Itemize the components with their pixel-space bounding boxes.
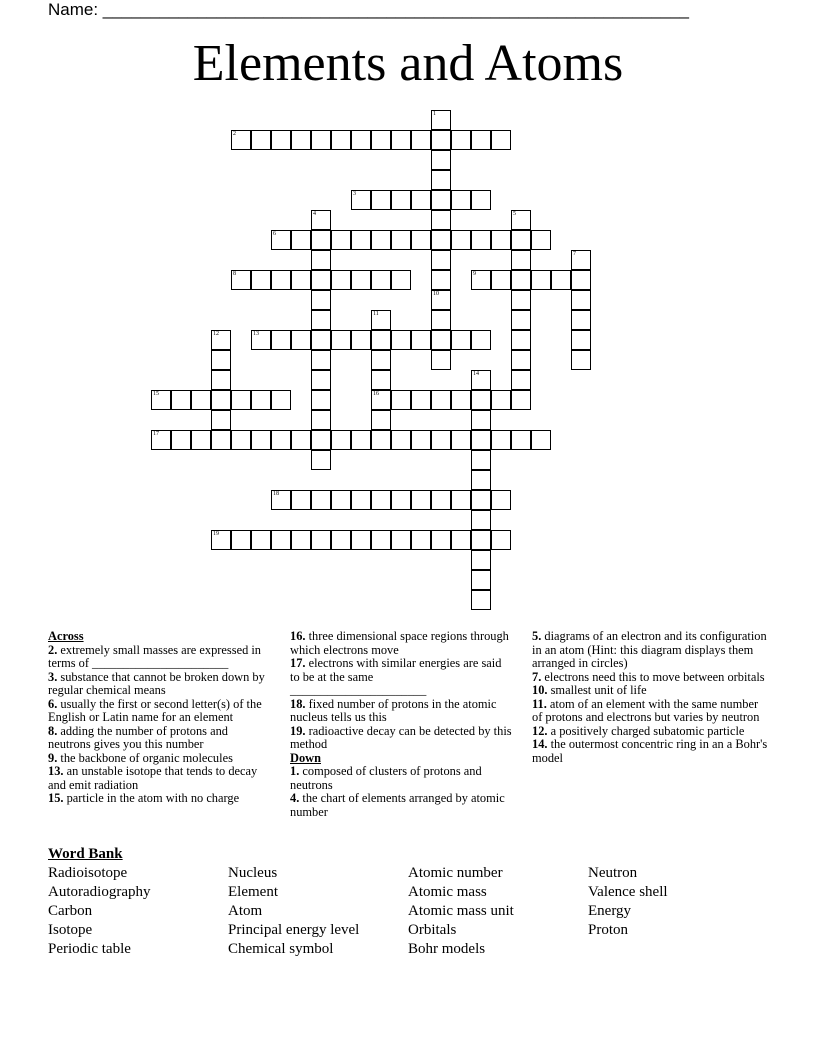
clue-number: 10: [433, 291, 439, 297]
crossword-cell[interactable]: [471, 330, 491, 350]
crossword-cell[interactable]: [311, 230, 331, 250]
crossword-cell[interactable]: [571, 350, 591, 370]
crossword-cell[interactable]: [371, 270, 391, 290]
crossword-cell[interactable]: [311, 430, 331, 450]
crossword-cell[interactable]: [431, 230, 451, 250]
clue-across-2: 2. extremely small masses are expressed in terms of ______________________: [48, 642, 261, 670]
crossword-cell[interactable]: [431, 170, 451, 190]
crossword-cell[interactable]: [191, 390, 211, 410]
crossword-cell[interactable]: [171, 430, 191, 450]
crossword-cell[interactable]: [211, 390, 231, 410]
crossword-cell[interactable]: [511, 210, 531, 230]
crossword-cell[interactable]: [331, 270, 351, 290]
crossword-cell[interactable]: [391, 270, 411, 290]
crossword-cell[interactable]: [451, 190, 471, 210]
crossword-cell[interactable]: [471, 550, 491, 570]
crossword-cell[interactable]: [291, 270, 311, 290]
crossword-cell[interactable]: [491, 390, 511, 410]
crossword-cell[interactable]: [351, 430, 371, 450]
clue-down-14: 14. the outermost concentric ring in an a Bohr's model: [532, 737, 768, 765]
crossword-cell[interactable]: [391, 230, 411, 250]
crossword-cell[interactable]: [471, 270, 491, 290]
clue-down-10: 10. smallest unit of life: [532, 683, 647, 697]
crossword-cell[interactable]: [511, 370, 531, 390]
word-bank-column-1: [48, 864, 150, 959]
word-bank-item: Atomic mass unit: [408, 903, 514, 919]
crossword-cell[interactable]: [571, 310, 591, 330]
crossword-cell[interactable]: [451, 130, 471, 150]
crossword-cell[interactable]: [331, 330, 351, 350]
clue-number: 14: [473, 371, 479, 377]
word-bank-item: Periodic table: [48, 941, 131, 957]
crossword-cell[interactable]: [311, 250, 331, 270]
word-bank-item: Bohr models: [408, 941, 486, 957]
crossword-cell[interactable]: [451, 430, 471, 450]
clue-number: 3: [353, 191, 356, 197]
crossword-cell[interactable]: [371, 430, 391, 450]
clue-across-15: 15. particle in the atom with no charge: [48, 791, 240, 805]
word-bank-item: Nucleus: [228, 865, 278, 881]
crossword-cell[interactable]: [511, 270, 531, 290]
word-bank-column-3: [408, 864, 514, 959]
crossword-cell[interactable]: [371, 370, 391, 390]
crossword-cell[interactable]: [451, 230, 471, 250]
crossword-cell[interactable]: [411, 530, 431, 550]
crossword-cell[interactable]: [511, 310, 531, 330]
crossword-cell[interactable]: [151, 390, 171, 410]
clues-column-3: [532, 630, 768, 765]
crossword-cell[interactable]: [311, 490, 331, 510]
clue-across-17: 17. electrons with similar energies are said to be at the same ______________________: [290, 656, 502, 697]
crossword-cell[interactable]: [331, 490, 351, 510]
crossword-cell[interactable]: [471, 410, 491, 430]
crossword-cell[interactable]: [571, 290, 591, 310]
crossword-cell[interactable]: [471, 570, 491, 590]
crossword-cell[interactable]: [431, 490, 451, 510]
crossword-cell[interactable]: [491, 270, 511, 290]
crossword-cell[interactable]: [431, 390, 451, 410]
crossword-cell[interactable]: [371, 190, 391, 210]
crossword-cell[interactable]: [371, 490, 391, 510]
crossword-cell[interactable]: [311, 330, 331, 350]
crossword-cell[interactable]: [371, 130, 391, 150]
clue-across-19: 19. radioactive decay can be detected by this method: [290, 723, 512, 751]
word-bank-item: Atom: [228, 903, 263, 919]
crossword-cell[interactable]: [491, 430, 511, 450]
clue-number: 8: [233, 271, 236, 277]
crossword-cell[interactable]: [371, 390, 391, 410]
crossword-cell[interactable]: [471, 590, 491, 610]
crossword-cell[interactable]: [331, 130, 351, 150]
crossword-cell[interactable]: [431, 130, 451, 150]
crossword-cell[interactable]: [431, 430, 451, 450]
crossword-cell[interactable]: [271, 330, 291, 350]
crossword-cell[interactable]: [571, 270, 591, 290]
crossword-cell[interactable]: [351, 230, 371, 250]
crossword-cell[interactable]: [271, 530, 291, 550]
crossword-cell[interactable]: [331, 230, 351, 250]
clues-column-1: [48, 630, 273, 806]
crossword-cell[interactable]: [431, 250, 451, 270]
crossword-cell[interactable]: [431, 110, 451, 130]
crossword-cell[interactable]: [471, 370, 491, 390]
crossword-cell[interactable]: [351, 490, 371, 510]
crossword-cell[interactable]: [231, 530, 251, 550]
crossword-cell[interactable]: [471, 490, 491, 510]
clue-number: 5: [513, 211, 516, 217]
crossword-cell[interactable]: [231, 430, 251, 450]
crossword-cell[interactable]: [511, 290, 531, 310]
clue-across-13: 13. an unstable isotope that tends to decay and emit radiation: [48, 764, 258, 792]
word-bank-item: Atomic mass: [408, 884, 487, 900]
crossword-cell[interactable]: [371, 350, 391, 370]
crossword-cell[interactable]: [291, 530, 311, 550]
crossword-cell[interactable]: [531, 230, 551, 250]
crossword-cell[interactable]: [491, 130, 511, 150]
crossword-cell[interactable]: [311, 210, 331, 230]
word-bank-item: Proton: [588, 922, 629, 938]
crossword-cell[interactable]: [311, 390, 331, 410]
crossword-cell[interactable]: [391, 490, 411, 510]
crossword-cell[interactable]: [431, 190, 451, 210]
crossword-cell[interactable]: [151, 430, 171, 450]
clue-across-9: 9. the backbone of organic molecules: [48, 750, 233, 765]
crossword-cell[interactable]: [411, 130, 431, 150]
crossword-cell[interactable]: [191, 430, 211, 450]
crossword-cell[interactable]: [171, 390, 191, 410]
crossword-cell[interactable]: [231, 130, 251, 150]
crossword-cell[interactable]: [271, 230, 291, 250]
crossword-cell[interactable]: [471, 470, 491, 490]
crossword-cell[interactable]: [211, 410, 231, 430]
clue-number: 1: [433, 111, 436, 117]
clue-number: 19: [213, 531, 219, 537]
crossword-cell[interactable]: [471, 390, 491, 410]
clue-down-1: 1. composed of clusters of protons and neutrons: [290, 764, 482, 792]
crossword-cell[interactable]: [451, 390, 471, 410]
crossword-cell[interactable]: [311, 370, 331, 390]
crossword-cell[interactable]: [271, 130, 291, 150]
crossword-cell[interactable]: [271, 390, 291, 410]
crossword-cell[interactable]: [471, 230, 491, 250]
crossword-cell[interactable]: [511, 350, 531, 370]
crossword-cell[interactable]: [291, 430, 311, 450]
crossword-cell[interactable]: [211, 530, 231, 550]
crossword-cell[interactable]: [431, 150, 451, 170]
word-bank-item: Atomic number: [408, 865, 503, 881]
crossword-cell[interactable]: [411, 390, 431, 410]
clue-across-18: 18. fixed number of protons in the atomic nucleus tells us this: [290, 696, 497, 724]
clue-down-12: 12. a positively charged subatomic particle: [532, 723, 745, 738]
word-bank-item: Orbitals: [408, 922, 457, 938]
crossword-cell[interactable]: [471, 130, 491, 150]
crossword-cell[interactable]: [491, 230, 511, 250]
crossword-cell[interactable]: [411, 230, 431, 250]
clue-number: 13: [253, 331, 259, 337]
crossword-cell[interactable]: [351, 530, 371, 550]
crossword-cell[interactable]: [531, 430, 551, 450]
word-bank-item: Principal energy level: [228, 922, 360, 938]
crossword-cell[interactable]: [311, 310, 331, 330]
crossword-cell[interactable]: [311, 410, 331, 430]
clue-number: 17: [153, 431, 159, 437]
clue-number: 11: [373, 311, 379, 317]
word-bank-title: Word Bank: [48, 846, 123, 862]
crossword-cell[interactable]: [211, 430, 231, 450]
crossword-cell[interactable]: [391, 330, 411, 350]
crossword-cell[interactable]: [311, 350, 331, 370]
crossword-cell[interactable]: [211, 350, 231, 370]
crossword-cell[interactable]: [491, 490, 511, 510]
clue-number: 2: [233, 131, 236, 137]
crossword-cell[interactable]: [471, 510, 491, 530]
clue-number: 18: [273, 491, 279, 497]
crossword-cell[interactable]: [411, 330, 431, 350]
crossword-cell[interactable]: [311, 290, 331, 310]
crossword-cell[interactable]: [451, 530, 471, 550]
crossword-cell[interactable]: [311, 130, 331, 150]
crossword-cell[interactable]: [511, 250, 531, 270]
crossword-cell[interactable]: [351, 270, 371, 290]
crossword-cell[interactable]: [271, 490, 291, 510]
clue-number: 15: [153, 391, 159, 397]
crossword-cell[interactable]: [291, 130, 311, 150]
crossword-cell[interactable]: [471, 190, 491, 210]
crossword-cell[interactable]: [251, 330, 271, 350]
word-bank-column-4: [588, 864, 668, 940]
clue-number: 9: [473, 271, 476, 277]
word-bank-item: Energy: [588, 903, 632, 919]
crossword-cell[interactable]: [371, 410, 391, 430]
crossword-cell[interactable]: [211, 330, 231, 350]
crossword-cell[interactable]: [451, 330, 471, 350]
crossword-cell[interactable]: [391, 430, 411, 450]
crossword-cell[interactable]: [271, 270, 291, 290]
crossword-cell[interactable]: [251, 390, 271, 410]
crossword-cell[interactable]: [351, 130, 371, 150]
crossword-cell[interactable]: [311, 450, 331, 470]
crossword-cell[interactable]: [391, 130, 411, 150]
crossword-cell[interactable]: [231, 270, 251, 290]
crossword-cell[interactable]: [291, 330, 311, 350]
clue-down-5: 5. diagrams of an electron and its configuration in an atom (Hint: this diagram displays them arranged in circles): [532, 629, 767, 670]
crossword-cell[interactable]: [551, 270, 571, 290]
crossword-cell[interactable]: [471, 530, 491, 550]
word-bank-item: Neutron: [588, 865, 638, 881]
crossword-cell[interactable]: [291, 230, 311, 250]
clue-across-6: 6. usually the first or second letter(s) of the English or Latin name for an element: [48, 696, 262, 724]
crossword-cell[interactable]: [511, 390, 531, 410]
crossword-cell[interactable]: [431, 290, 451, 310]
crossword-cell[interactable]: [371, 530, 391, 550]
crossword-cell[interactable]: [351, 330, 371, 350]
crossword-cell[interactable]: [391, 390, 411, 410]
word-bank-item: Chemical symbol: [228, 941, 334, 957]
crossword-cell[interactable]: [311, 530, 331, 550]
crossword-cell[interactable]: [271, 430, 291, 450]
word-bank-item: Autoradiography: [48, 884, 151, 900]
crossword-cell[interactable]: [491, 530, 511, 550]
crossword-cell[interactable]: [411, 430, 431, 450]
crossword-cell[interactable]: [391, 530, 411, 550]
clue-number: 16: [373, 391, 379, 397]
crossword-cell[interactable]: [471, 430, 491, 450]
word-bank-item: Radioisotope: [48, 865, 128, 881]
clue-down-11: 11. atom of an element with the same number of protons and electrons but varies by neutron: [532, 696, 760, 724]
clue-number: 12: [213, 331, 219, 337]
clue-across-16: 16. three dimensional space regions through which electrons move: [290, 629, 509, 657]
name-field[interactable]: Name: ______________________________________________________________: [48, 0, 689, 19]
crossword-cell[interactable]: [251, 430, 271, 450]
crossword-cell[interactable]: [511, 430, 531, 450]
page-title: Elements and Atoms: [192, 35, 624, 92]
clue-across-8: 8. adding the number of protons and neutrons gives you this number: [48, 723, 228, 751]
word-bank-item: Element: [228, 884, 278, 900]
crossword-cell[interactable]: [431, 330, 451, 350]
crossword-cell[interactable]: [431, 350, 451, 370]
clue-number: 7: [573, 251, 576, 257]
crossword-cell[interactable]: [331, 430, 351, 450]
crossword-cell[interactable]: [371, 310, 391, 330]
crossword-cell[interactable]: [431, 530, 451, 550]
crossword-cell[interactable]: [371, 230, 391, 250]
crossword-cell[interactable]: [331, 530, 351, 550]
crossword-cell[interactable]: [571, 330, 591, 350]
crossword-cell[interactable]: [311, 270, 331, 290]
clue-down-4: 4. the chart of elements arranged by atomic number: [290, 791, 505, 819]
crossword-cell[interactable]: [351, 190, 371, 210]
crossword-cell[interactable]: [511, 330, 531, 350]
crossword-cell[interactable]: [251, 130, 271, 150]
crossword-cell[interactable]: [451, 490, 471, 510]
crossword-cell[interactable]: [251, 530, 271, 550]
crossword-cell[interactable]: [511, 230, 531, 250]
crossword-cell[interactable]: [371, 330, 391, 350]
crossword-cell[interactable]: [411, 490, 431, 510]
crossword-cell[interactable]: [471, 450, 491, 470]
clue-down-7: 7. electrons need this to move between orbitals: [532, 669, 765, 684]
crossword-cell[interactable]: [411, 190, 431, 210]
word-bank-column-2: [228, 864, 359, 959]
word-bank-item: Valence shell: [588, 884, 668, 900]
clue-number: 4: [313, 211, 316, 217]
crossword-cell[interactable]: [391, 190, 411, 210]
crossword-cell[interactable]: [291, 490, 311, 510]
clues-column-2: [290, 630, 512, 819]
clue-number: 6: [273, 231, 276, 237]
word-bank-item: Carbon: [48, 903, 93, 919]
clue-across-3: 3. substance that cannot be broken down by regular chemical means: [48, 669, 265, 697]
crossword-cell[interactable]: [231, 390, 251, 410]
down-header: Down: [290, 750, 321, 765]
crossword-cell[interactable]: [251, 270, 271, 290]
crossword-cell[interactable]: [431, 270, 451, 290]
crossword-cell[interactable]: [431, 310, 451, 330]
crossword-cell[interactable]: [571, 250, 591, 270]
word-bank-item: Isotope: [48, 922, 93, 938]
across-header: Across: [48, 629, 84, 643]
crossword-cell[interactable]: [431, 210, 451, 230]
crossword-cell[interactable]: [211, 370, 231, 390]
crossword-cell[interactable]: [531, 270, 551, 290]
